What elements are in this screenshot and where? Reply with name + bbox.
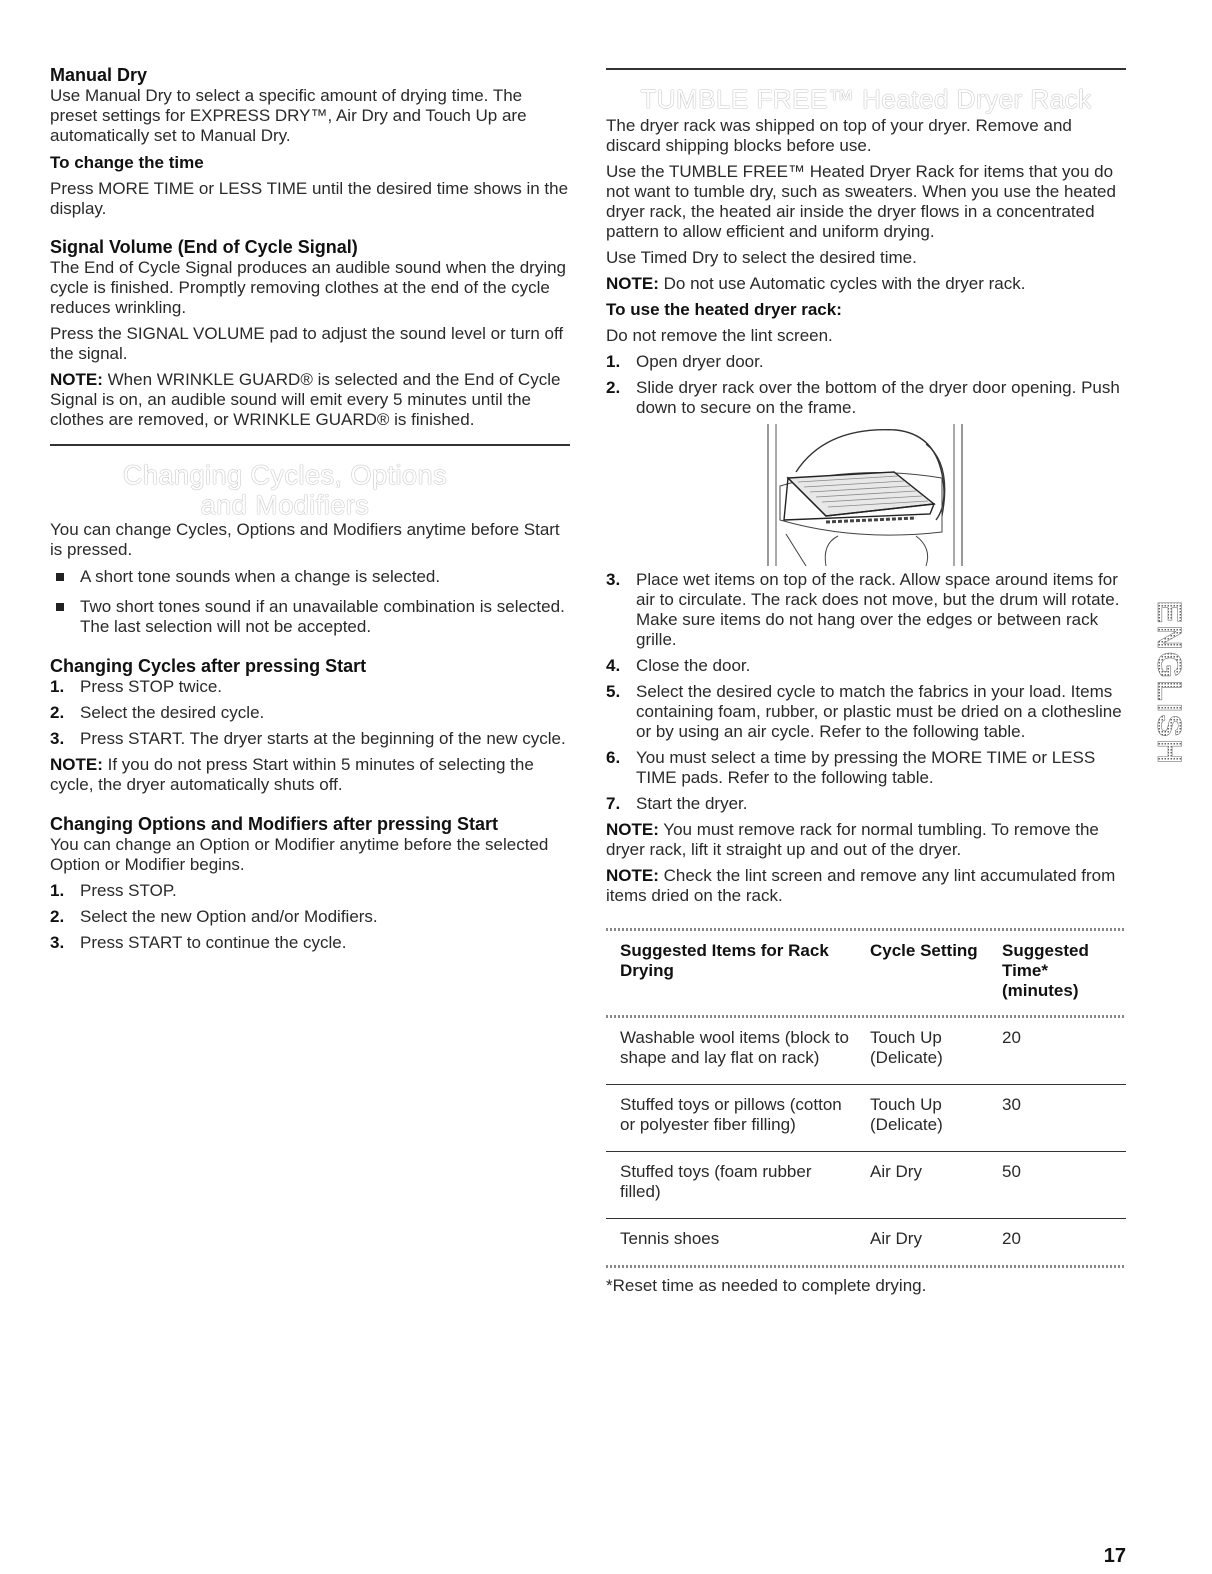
rack-p3: Use Timed Dry to select the desired time. [606, 248, 917, 267]
manual-dry-heading: Manual Dry [50, 65, 148, 85]
changing-cycles-heading: Changing Cycles after pressing Start [50, 656, 367, 676]
header-cycle: Cycle Setting [870, 941, 978, 960]
language-side-tab [1150, 570, 1189, 796]
table-row: Washable wool items (block to shape and lay flat on rack) Touch Up (Delicate) 20 [606, 1018, 1126, 1085]
step-item: 4. Close the door. [606, 656, 751, 675]
section-divider [50, 444, 570, 446]
rack-steps-b [606, 570, 1126, 814]
signal-note: NOTE: When WRINKLE GUARD® is selected and the End of Cycle Signal is on, an audible sound will emit every 5 minutes until the clothes are removed, or WRINKLE GUARD® is finished. [50, 370, 561, 429]
note-label: NOTE: [50, 370, 103, 389]
step-item: 5. Select the desired cycle to match the fabrics in your load. Items containing foam, rubber, or plastic must be dried on a clothesline or by using an air cycle. Refer to the following table. [606, 682, 1122, 741]
rack-drying-table [606, 928, 1126, 1296]
table-row: Tennis shoes Air Dry 20 [620, 1229, 1021, 1248]
changing-options-heading: Changing Options and Modifiers after pressing Start [50, 814, 499, 834]
signal-p2: Press the SIGNAL VOLUME pad to adjust the sound level or turn off the signal. [50, 324, 564, 363]
table-row: Stuffed toys (foam rubber filled) Air Dry 50 [606, 1152, 1126, 1219]
table-bottom-rule [606, 1265, 1126, 1268]
signal-volume-heading: Signal Volume (End of Cycle Signal) [50, 237, 358, 257]
step-item: 3. Press START to continue the cycle. [50, 933, 347, 952]
bullet-item: Two short tones sound if an unavailable combination is selected. The last selection will not be accepted. [50, 597, 570, 637]
changing-intro: You can change Cycles, Options and Modifiers anytime before Start is pressed. [50, 520, 560, 559]
rack-sub-body: Do not remove the lint screen. [606, 326, 833, 345]
side-tab-label: ENGLISH [1150, 600, 1189, 766]
manual-dry-body: Use Manual Dry to select a specific amount of drying time. The preset settings for EXPRESS DRY™, Air Dry and Touch Up are automatically set to Manual Dry. [50, 86, 527, 145]
step-item: 6. You must select a time by pressing the MORE TIME or LESS TIME pads. Refer to the following table. [606, 748, 1096, 787]
step-item: 3. Place wet items on top of the rack. Allow space around items for air to circulate. The rack does not move, but the drum will rotate. Make sure items do not hang over the edges or between rack grille. [606, 570, 1120, 649]
step-item: 1. Open dryer door. [606, 352, 764, 371]
dryer-rack-illustration [766, 424, 966, 566]
table-footnote: *Reset time as needed to complete drying. [606, 1276, 927, 1295]
step-item: 2. Select the new Option and/or Modifiers. [50, 907, 378, 926]
options-steps [50, 881, 570, 953]
cycles-steps [50, 677, 570, 749]
options-intro: You can change an Option or Modifier anytime before the selected Option or Modifier begins. [50, 835, 549, 874]
bullet-item: A short tone sounds when a change is selected. [50, 567, 570, 587]
signal-p1: The End of Cycle Signal produces an audible sound when the drying cycle is finished. Promptly removing clothes at the end of the cycle reduces wrinkling. [50, 258, 567, 317]
step-item: 7. Start the dryer. [606, 794, 748, 813]
change-time-heading: To change the time [50, 153, 204, 172]
page-number: 17 [1103, 1545, 1126, 1567]
rack-note1: NOTE: Do not use Automatic cycles with the dryer rack. [606, 274, 1026, 293]
rack-sub-heading: To use the heated dryer rack: [606, 300, 842, 319]
change-time-body: Press MORE TIME or LESS TIME until the desired time shows in the display. [50, 179, 569, 218]
table-row: Stuffed toys or pillows (cotton or polyester fiber filling) Touch Up (Delicate) 30 [606, 1085, 1126, 1152]
cycles-note: NOTE: If you do not press Start within 5 minutes of selecting the cycle, the dryer automatically shuts off. [50, 755, 534, 794]
step-item: 3. Press START. The dryer starts at the beginning of the new cycle. [50, 729, 566, 748]
rack-note3: NOTE: Check the lint screen and remove any lint accumulated from items dried on the rack. [606, 866, 1116, 905]
step-item: 2. Slide dryer rack over the bottom of the dryer door opening. Push down to secure on the frame. [606, 378, 1120, 417]
rack-p2: Use the TUMBLE FREE™ Heated Dryer Rack for items that you do not want to tumble dry, such as sweaters. When you use the heated dryer rack, the heated air inside the dryer flows in a concentrated pattern to allow efficient and uniform drying. [606, 162, 1116, 241]
section-divider [606, 68, 1126, 70]
table-header-row [606, 931, 1126, 1011]
header-items: Suggested Items for Rack Drying [620, 941, 829, 980]
step-item: 2. Select the desired cycle. [50, 703, 265, 722]
changing-title: Changing Cycles, Options and Modifiers [122, 460, 448, 520]
rack-steps-a [606, 352, 1126, 418]
rack-p1: The dryer rack was shipped on top of your dryer. Remove and discard shipping blocks before use. [606, 116, 1072, 155]
rack-note2: NOTE: You must remove rack for normal tumbling. To remove the dryer rack, lift it straight up and out of the dryer. [606, 820, 1099, 859]
step-item: 1. Press STOP twice. [50, 677, 223, 696]
rack-title: TUMBLE FREE™ Heated Dryer Rack [640, 84, 1092, 114]
header-time: Suggested Time* (minutes) [1002, 941, 1089, 1000]
step-item: 1. Press STOP. [50, 881, 177, 900]
